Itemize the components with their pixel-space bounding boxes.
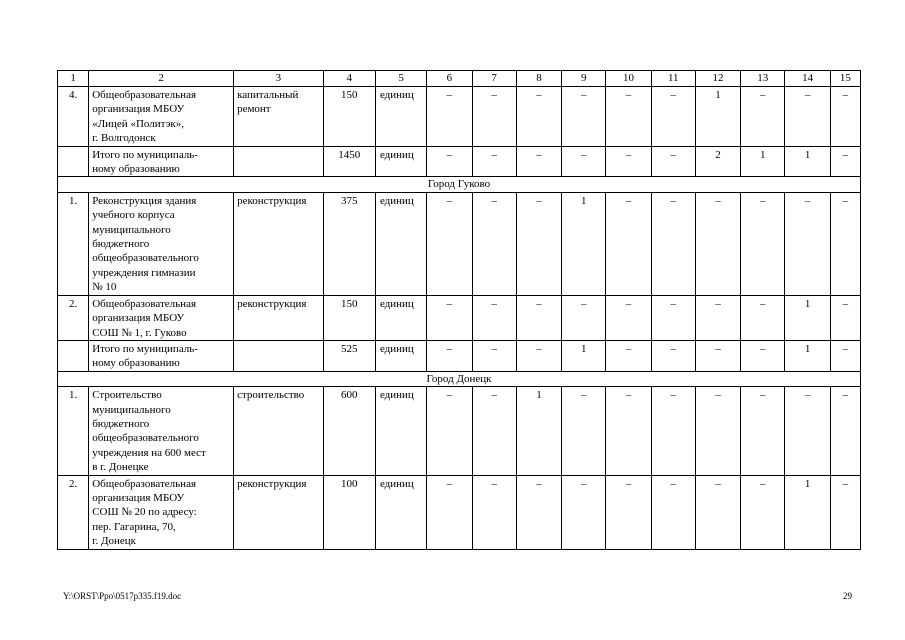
year-value-cell: – bbox=[741, 295, 785, 340]
year-value-cell: – bbox=[651, 295, 695, 340]
year-value-cell: – bbox=[741, 340, 785, 371]
year-value-cell: – bbox=[472, 87, 516, 147]
work-type: реконструкция bbox=[234, 295, 324, 340]
year-value-cell: – bbox=[516, 340, 561, 371]
year-value-cell: – bbox=[651, 340, 695, 371]
year-value-cell: – bbox=[606, 192, 651, 295]
capacity: 600 bbox=[323, 387, 375, 475]
year-value-cell: – bbox=[695, 192, 740, 295]
year-value-cell: – bbox=[472, 387, 516, 475]
column-number-cell: 10 bbox=[606, 71, 651, 87]
table-row bbox=[58, 295, 861, 340]
year-value-cell: – bbox=[651, 387, 695, 475]
capacity: 150 bbox=[323, 295, 375, 340]
unit: единиц bbox=[375, 475, 426, 549]
work-type bbox=[234, 146, 324, 177]
row-number: 2. bbox=[58, 475, 89, 549]
year-value-cell: – bbox=[695, 295, 740, 340]
year-value-cell: – bbox=[606, 146, 651, 177]
year-value-cell: – bbox=[472, 192, 516, 295]
year-value-cell: – bbox=[516, 87, 561, 147]
object-name: Общеобразовательная организация МБОУ СОШ № 20 по адресу: пер. Гагарина, 70, г. Донецк bbox=[89, 475, 234, 549]
year-value-cell: – bbox=[562, 146, 606, 177]
row-number: 4. bbox=[58, 87, 89, 147]
city-section-row bbox=[58, 371, 861, 386]
object-name: Итого по муниципаль- ному образованию bbox=[89, 146, 234, 177]
object-name: Общеобразовательная организация МБОУ СОШ № 1, г. Гуково bbox=[89, 295, 234, 340]
object-name: Строительство муниципального бюджетного общеобразовательного учреждения на 600 мест в г. Донецке bbox=[89, 387, 234, 475]
column-number-cell: 7 bbox=[472, 71, 516, 87]
year-value-cell: 1 bbox=[562, 192, 606, 295]
year-value-cell: – bbox=[830, 340, 860, 371]
year-value-cell: – bbox=[785, 87, 830, 147]
column-number-cell: 11 bbox=[651, 71, 695, 87]
work-type: строительство bbox=[234, 387, 324, 475]
year-value-cell: – bbox=[562, 87, 606, 147]
year-value-cell: 2 bbox=[695, 146, 740, 177]
unit: единиц bbox=[375, 340, 426, 371]
year-value-cell: – bbox=[562, 295, 606, 340]
unit: единиц bbox=[375, 192, 426, 295]
capacity: 525 bbox=[323, 340, 375, 371]
column-number-cell: 8 bbox=[516, 71, 561, 87]
column-number-cell: 5 bbox=[375, 71, 426, 87]
table-row bbox=[58, 387, 861, 475]
year-value-cell: 1 bbox=[695, 87, 740, 147]
year-value-cell: – bbox=[651, 192, 695, 295]
work-type: реконструкция bbox=[234, 475, 324, 549]
year-value-cell: – bbox=[741, 475, 785, 549]
year-value-cell: – bbox=[741, 192, 785, 295]
year-value-cell: – bbox=[741, 387, 785, 475]
year-value-cell: – bbox=[516, 295, 561, 340]
year-value-cell: – bbox=[562, 475, 606, 549]
year-value-cell: 1 bbox=[785, 146, 830, 177]
year-value-cell: – bbox=[830, 87, 860, 147]
object-name: Реконструкция здания учебного корпуса муниципального бюджетного общеобразовательного учреждения гимназии № 10 bbox=[89, 192, 234, 295]
column-number-cell: 2 bbox=[89, 71, 234, 87]
table-row bbox=[58, 475, 861, 549]
object-name: Общеобразовательная организация МБОУ «Лицей «Политэк», г. Волгодонск bbox=[89, 87, 234, 147]
unit: единиц bbox=[375, 387, 426, 475]
year-value-cell: – bbox=[830, 387, 860, 475]
year-value-cell: – bbox=[427, 192, 472, 295]
year-value-cell: – bbox=[606, 87, 651, 147]
year-value-cell: – bbox=[427, 475, 472, 549]
capacity: 1450 bbox=[323, 146, 375, 177]
year-value-cell: – bbox=[472, 340, 516, 371]
year-value-cell: – bbox=[427, 387, 472, 475]
year-value-cell: 1 bbox=[516, 387, 561, 475]
column-number-cell: 12 bbox=[695, 71, 740, 87]
year-value-cell: – bbox=[695, 387, 740, 475]
year-value-cell: – bbox=[830, 475, 860, 549]
table-row bbox=[58, 87, 861, 147]
year-value-cell: – bbox=[472, 146, 516, 177]
column-number-cell: 9 bbox=[562, 71, 606, 87]
year-value-cell: – bbox=[427, 340, 472, 371]
work-type: реконструкция bbox=[234, 192, 324, 295]
row-number: 1. bbox=[58, 387, 89, 475]
year-value-cell: – bbox=[472, 295, 516, 340]
year-value-cell: – bbox=[606, 387, 651, 475]
year-value-cell: – bbox=[516, 475, 561, 549]
city-section-row bbox=[58, 177, 861, 192]
column-number-cell: 4 bbox=[323, 71, 375, 87]
capacity: 150 bbox=[323, 87, 375, 147]
capacity: 100 bbox=[323, 475, 375, 549]
city-name: Город Гуково bbox=[58, 177, 861, 192]
year-value-cell: – bbox=[427, 146, 472, 177]
row-number bbox=[58, 146, 89, 177]
column-number-row bbox=[58, 71, 861, 87]
page-number: 29 bbox=[843, 591, 852, 601]
year-value-cell: – bbox=[785, 387, 830, 475]
year-value-cell: 1 bbox=[741, 146, 785, 177]
year-value-cell: – bbox=[741, 87, 785, 147]
table-row bbox=[58, 146, 861, 177]
year-value-cell: – bbox=[516, 192, 561, 295]
year-value-cell: – bbox=[785, 192, 830, 295]
year-value-cell: – bbox=[651, 87, 695, 147]
table-row bbox=[58, 340, 861, 371]
year-value-cell: – bbox=[695, 475, 740, 549]
year-value-cell: – bbox=[830, 192, 860, 295]
column-number-cell: 15 bbox=[830, 71, 860, 87]
year-value-cell: – bbox=[695, 340, 740, 371]
year-value-cell: – bbox=[516, 146, 561, 177]
city-name: Город Донецк bbox=[58, 371, 861, 386]
column-number-cell: 13 bbox=[741, 71, 785, 87]
footer-file-path: Y:\ORST\Ppo\0517p335.f19.doc bbox=[63, 591, 182, 601]
work-type: капитальный ремонт bbox=[234, 87, 324, 147]
year-value-cell: – bbox=[651, 146, 695, 177]
year-value-cell: – bbox=[427, 295, 472, 340]
year-value-cell: – bbox=[830, 295, 860, 340]
year-value-cell: 1 bbox=[785, 340, 830, 371]
unit: единиц bbox=[375, 87, 426, 147]
year-value-cell: – bbox=[606, 295, 651, 340]
column-number-cell: 14 bbox=[785, 71, 830, 87]
year-value-cell: – bbox=[427, 87, 472, 147]
year-value-cell: 1 bbox=[785, 475, 830, 549]
year-value-cell: – bbox=[830, 146, 860, 177]
row-number: 1. bbox=[58, 192, 89, 295]
year-value-cell: – bbox=[472, 475, 516, 549]
year-value-cell: 1 bbox=[785, 295, 830, 340]
year-value-cell: – bbox=[606, 475, 651, 549]
year-value-cell: 1 bbox=[562, 340, 606, 371]
year-value-cell: – bbox=[562, 387, 606, 475]
table-row bbox=[58, 192, 861, 295]
unit: единиц bbox=[375, 295, 426, 340]
work-type bbox=[234, 340, 324, 371]
column-number-cell: 3 bbox=[234, 71, 324, 87]
capacity: 375 bbox=[323, 192, 375, 295]
unit: единиц bbox=[375, 146, 426, 177]
row-number: 2. bbox=[58, 295, 89, 340]
row-number bbox=[58, 340, 89, 371]
column-number-cell: 6 bbox=[427, 71, 472, 87]
year-value-cell: – bbox=[606, 340, 651, 371]
object-name: Итого по муниципаль- ному образованию bbox=[89, 340, 234, 371]
investment-table bbox=[57, 70, 861, 550]
year-value-cell: – bbox=[651, 475, 695, 549]
column-number-cell: 1 bbox=[58, 71, 89, 87]
